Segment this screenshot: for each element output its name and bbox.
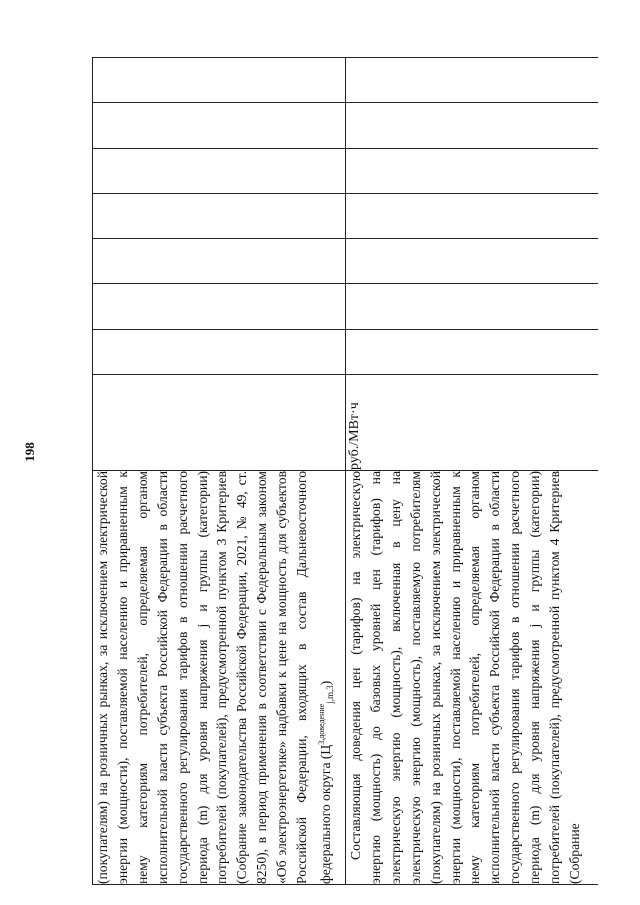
value-cell <box>93 329 346 374</box>
formula-superscript: 3,доведение <box>316 703 326 745</box>
row-2-description: Составляющая доведения цен (тарифов) на электрическую энергию (мощность) до базовых уровней цен (тарифов) на электрическую энергию (мощность), включенная в цену на электрическую энергию (мощность), поставляемую потребителям (покупателям) на розничных рынках, за исключением электрической энергии (мощности), поставляемой населению и приравненным к нему категориям потребителей, определяемая органом исполнительной власти субъекта Российской Федерации в области государственного регулирования тарифов в отношении расчетного периода (m) для уровня напряжения j и группы (категории) потребителей (покупателей), предусмотренной пунктом 4 Критериев (Собрание <box>348 471 582 884</box>
row-1-description: (покупателям) на розничных рынках, за исключением электрической энергии (мощности), поставляемой населению и приравненным к нему категориям потребителей, определяемая органом исполнительной власти субъекта Российской Федерации в области государственного регулирования тарифов в отношении расчетного периода (m) для уровня напряжения j и группы (категории) потребителей (покупателей), предусмотренной пунктом 3 Критериев (Собрание законодательства Российской Федерации, 2021, № 49, ст. 8250), в период применения в соответствии с Федеральным законом «Об электроэнергетике» надбавки к цене на мощность для субъектов Российской Федерации, входящих в состав Дальневосточного федерального округа (Ц <box>95 471 333 884</box>
description-cell <box>346 471 599 885</box>
table-row <box>346 58 599 885</box>
value-cell <box>93 284 346 329</box>
value-cell <box>346 284 599 329</box>
table-row <box>93 58 346 885</box>
page-number: 198 <box>22 442 37 462</box>
value-cell <box>346 239 599 284</box>
tariff-table <box>92 57 598 885</box>
value-cell <box>93 239 346 284</box>
rotated-table <box>92 57 598 885</box>
description-cell <box>93 471 346 885</box>
value-cell <box>346 103 599 148</box>
unit-cell: руб./МВт·ч <box>346 375 599 471</box>
unit-cell <box>93 375 346 471</box>
formula-close: ) <box>317 680 333 686</box>
value-cell <box>93 193 346 238</box>
value-cell <box>93 58 346 103</box>
value-cell <box>93 148 346 193</box>
value-cell <box>346 329 599 374</box>
value-cell <box>93 103 346 148</box>
value-cell <box>346 193 599 238</box>
rotated-table-region <box>92 57 598 885</box>
value-cell <box>346 58 599 103</box>
formula-subscript: j,m,3 <box>324 685 335 704</box>
value-cell <box>346 148 599 193</box>
